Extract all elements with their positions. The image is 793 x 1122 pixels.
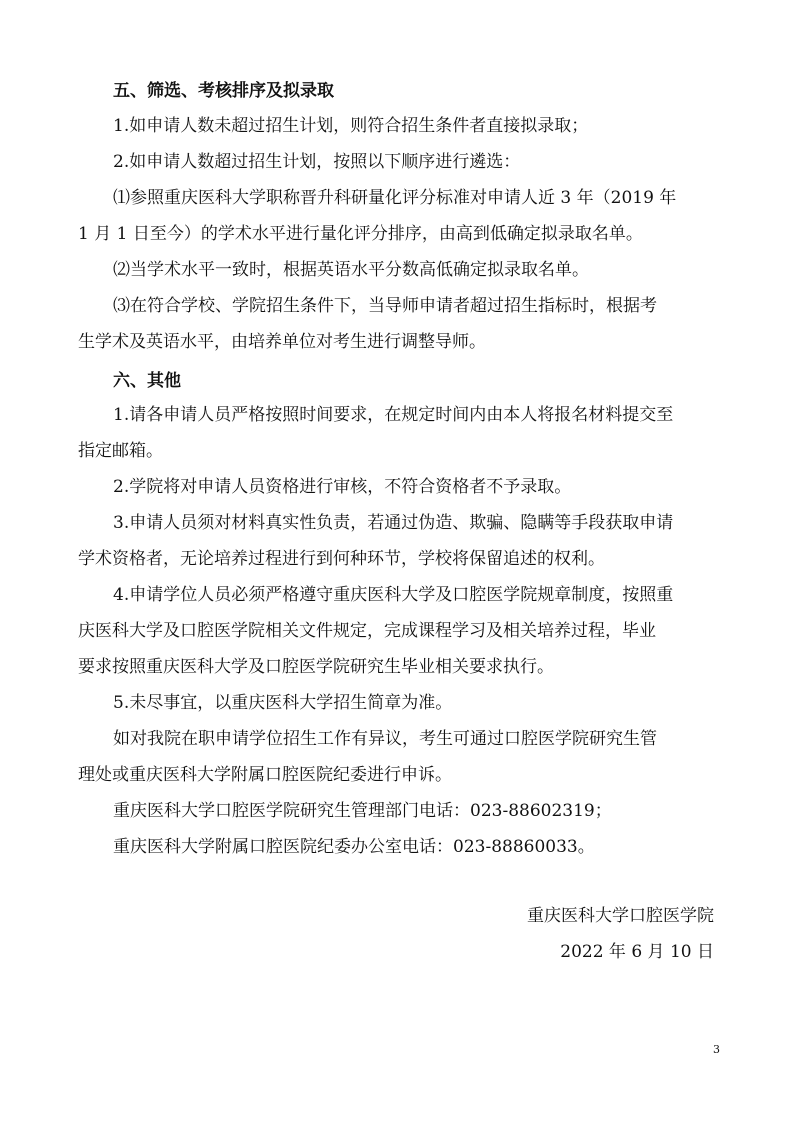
- section-six-item-4-line-3: 要求按照重庆医科大学及口腔医学院研究生毕业相关要求执行。: [78, 657, 554, 677]
- section-five-subitem-1-line-2: 1 月 1 日至今）的学术水平进行量化评分排序，由高到低确定拟录取名单。: [78, 224, 643, 244]
- section-six-item-3-line-2: 学术资格者，无论培养过程进行到何种环节，学校将保留追述的权利。: [78, 549, 605, 569]
- section-six-heading: 六、其他: [113, 371, 181, 391]
- contact-phone-discipline-office: 重庆医科大学附属口腔医院纪委办公室电话：023-88860033。: [113, 837, 595, 857]
- appeal-paragraph-line-1: 如对我院在职申请学位招生工作有异议，考生可通过口腔医学院研究生管: [113, 729, 657, 749]
- section-six-item-1-line-2: 指定邮箱。: [78, 441, 163, 461]
- section-five-heading: 五、筛选、考核排序及拟录取: [113, 81, 334, 101]
- section-five-subitem-3-line-1: ⑶在符合学校、学院招生条件下，当导师申请者超过招生指标时，根据考: [113, 296, 657, 316]
- section-six-item-4-line-1: 4.申请学位人员必须严格遵守重庆医科大学及口腔医学院规章制度，按照重: [113, 585, 674, 605]
- signature-date: 2022 年 6 月 10 日: [560, 942, 714, 962]
- section-five-subitem-1-line-1: ⑴参照重庆医科大学职称晋升科研量化评分标准对申请人近 3 年（2019 年: [113, 188, 677, 208]
- signature-organization: 重庆医科大学口腔医学院: [527, 906, 714, 926]
- section-five-subitem-2: ⑵当学术水平一致时，根据英语水平分数高低确定拟录取名单。: [113, 260, 589, 280]
- section-five-subitem-3-line-2: 生学术及英语水平，由培养单位对考生进行调整导师。: [78, 332, 486, 352]
- section-six-item-2: 2.学院将对申请人员资格进行审核，不符合资格者不予录取。: [113, 477, 572, 497]
- section-six-item-3-line-1: 3.申请人员须对材料真实性负责，若通过伪造、欺骗、隐瞒等手段获取申请: [113, 513, 674, 533]
- section-six-item-4-line-2: 庆医科大学及口腔医学院相关文件规定，完成课程学习及相关培养过程，毕业: [78, 621, 656, 641]
- section-five-item-2: 2.如申请人数超过招生计划，按照以下顺序进行遴选：: [113, 152, 521, 172]
- appeal-paragraph-line-2: 理处或重庆医科大学附属口腔医院纪委进行申诉。: [78, 765, 452, 785]
- section-five-item-1: 1.如申请人数未超过招生计划，则符合招生条件者直接拟录取；: [113, 116, 589, 136]
- page-number: 3: [713, 1043, 720, 1056]
- section-six-item-1-line-1: 1.请各申请人员严格按照时间要求，在规定时间内由本人将报名材料提交至: [113, 405, 674, 425]
- contact-phone-graduate-office: 重庆医科大学口腔医学院研究生管理部门电话：023-88602319；: [113, 801, 612, 821]
- section-six-item-5: 5.未尽事宜，以重庆医科大学招生简章为准。: [113, 693, 453, 713]
